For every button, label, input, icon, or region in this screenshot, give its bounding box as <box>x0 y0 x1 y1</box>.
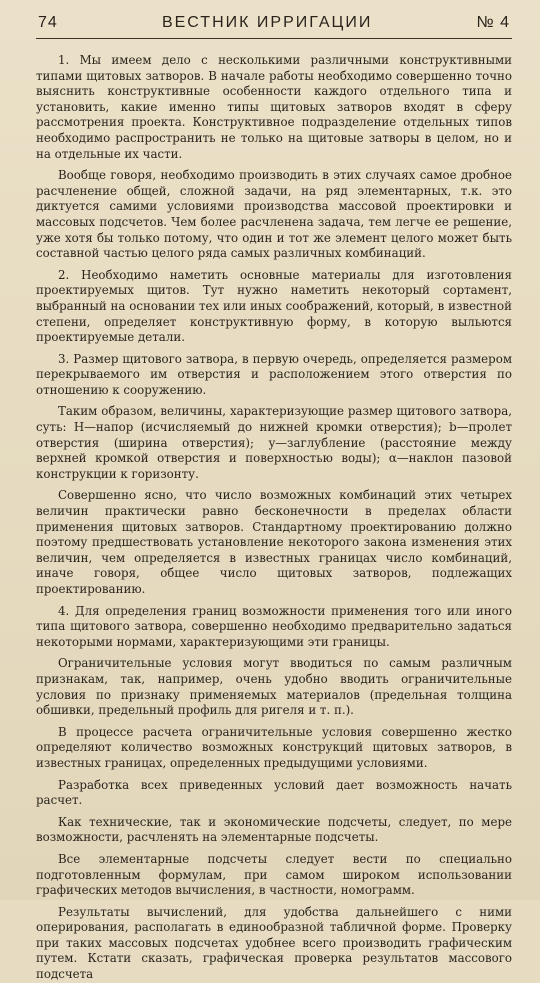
paragraph: Разработка всех приведенных условий дает возможность начать расчет. <box>36 777 512 808</box>
paragraph: В процессе расчета ограничительные условия совершенно жестко определяют количество возможных конструкций щитовых затворов, в известных границах, определенных предыдущими условиями. <box>36 724 512 770</box>
issue-number: № 4 <box>476 14 510 31</box>
page-number: 74 <box>38 14 58 31</box>
paragraph: 4. Для определения границ возможности применения того или иного типа щитового затвора, совершенно необходимо предварительно задаться некоторыми нормами, характеризующими эти границы. <box>36 603 512 649</box>
paragraph: Все элементарные подсчеты следует вести по специально подготовленным формулам, при самом широком использовании графических методов вычисления, в частности, номограмм. <box>36 851 512 898</box>
paragraph: Результаты вычислений, для удобства дальнейшего с ними оперирования, располагать в единообразной табличной форме. Проверку при таких массовых подсчетах удобнее всего производить графическим путем. Кстати сказать, графическая проверка результатов массового подсчета <box>36 904 512 982</box>
paragraph: 3. Размер щитового затвора, в первую очередь, определяется размером перекрываемого им отверстия и расположением этого отверстия по отношению к сооружению. <box>36 351 512 397</box>
paragraph: Ограничительные условия могут вводиться по самым различным признакам, так, например, очень удобно вводить ограничительные условия по признаку применяемых материалов (предельная толщина обшивки, предельный профиль для ригеля и т. п.). <box>36 656 512 718</box>
paragraph: 2. Необходимо наметить основные материалы для изготовления проектируемых щитов. Тут нужно наметить некоторый сортамент, выбранный на основании тех или иных соображений, который, в известной степени, определяет конструктивную форму, в которую выльются проектируемые детали. <box>36 267 512 345</box>
paragraph: Вообще говоря, необходимо производить в этих случаях самое дробное расчленение общей, сложной задачи, на ряд элементарных, т.к. это диктуется самими условиями производства массовой проектировки и массовых подсчетов. Чем более расчленена задача, тем легче ее решение, уже хотя бы только потому, что один и тот же элемент целого может быть составной частью целого ряда самых различных комбинаций. <box>36 168 512 261</box>
paragraph: Совершенно ясно, что число возможных комбинаций этих четырех величин практически равно бесконечности в пределах области применения щитовых затворов. Стандартному проектированию должно поэтому предшествовать установление некоторого закона изменения этих величин, чем определяется в известных границах число комбинаций, иначе говоря, общее число щитовых затворов, подлежащих проектированию. <box>36 488 512 596</box>
paragraph: Таким образом, величины, характеризующие размер щитового затвора, суть: H—напор (исчисляемый до нижней кромки отверстия); b—пролет отверстия (ширина отверстия); y—заглубление (расстояние между верхней кромкой отверстия и поверхностью воды); α—наклон пазовой конструкции к горизонту. <box>36 404 512 481</box>
paragraph: 1. Мы имеем дело с несколькими различными конструктивными типами щитовых затворов. В начале работы необходимо совершенно точно выяснить конструктивные особенности каждого отдельного типа и установить, какие именно типы щитовых затворов входят в сферу рассмотрения проекта. Конструктивное подразделение отдельных типов необходимо распространить не только на щитовые затворы в целом, но и на отдельные их части. <box>36 53 512 161</box>
article-body <box>36 53 512 983</box>
journal-title: ВЕСТНИК ИРРИГАЦИИ <box>161 14 373 31</box>
paragraph: Как технические, так и экономические подсчеты, следует, по мере возможности, расчленять на элементарные подсчеты. <box>36 814 512 845</box>
running-header <box>36 10 512 39</box>
